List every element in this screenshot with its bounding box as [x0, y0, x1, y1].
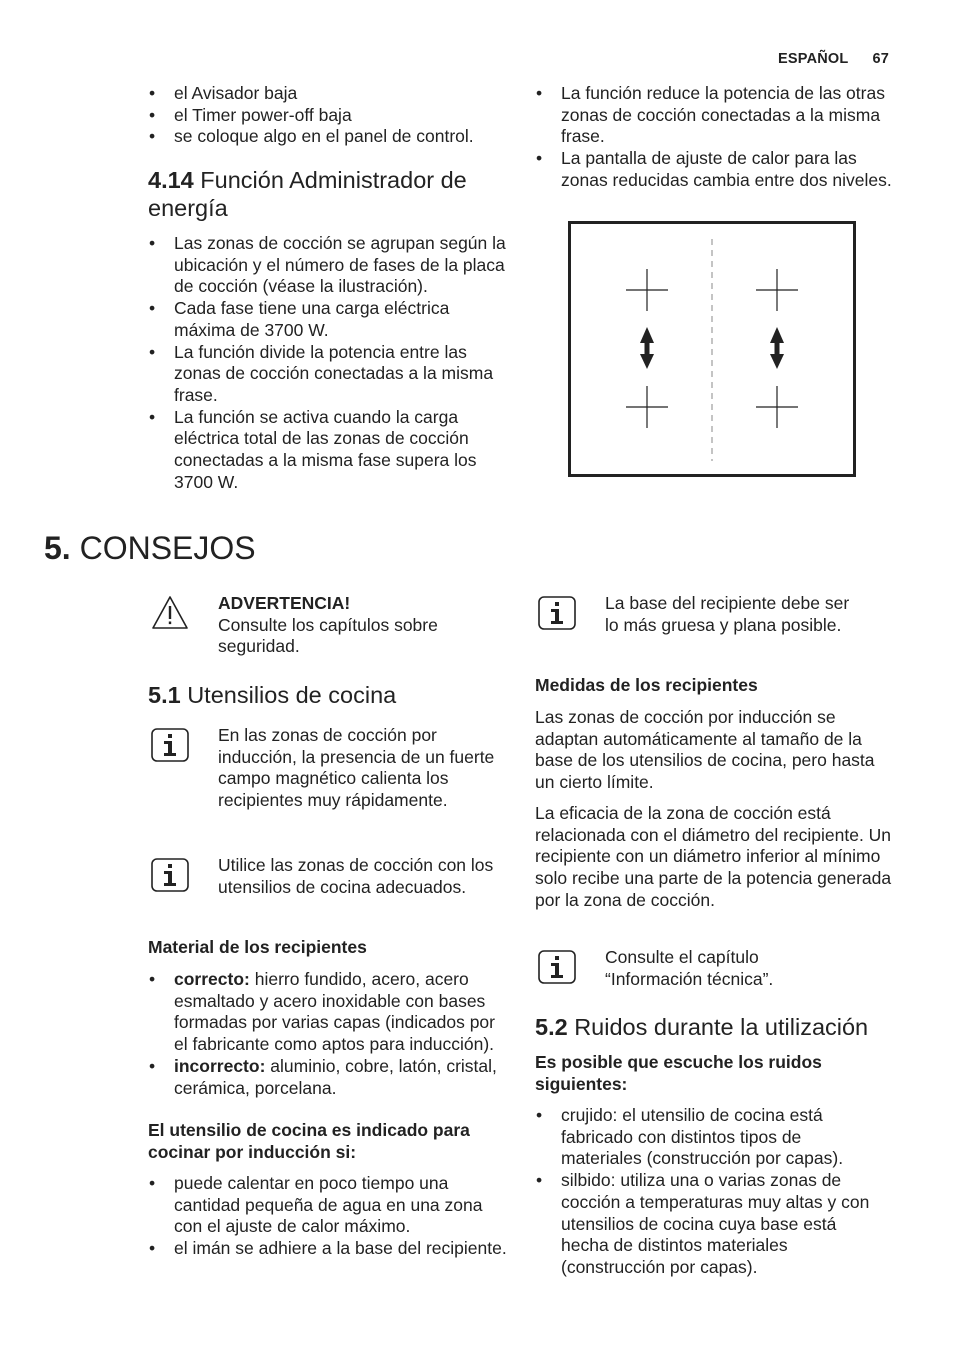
warning-text: Consulte los capítulos sobre seguridad. — [218, 614, 438, 657]
chapter-title — [44, 530, 256, 566]
list-item: • Las zonas de cocción se agrupan según la ubicación y el número de fases de la placa de cocción (véase la ilustración). — [148, 233, 508, 298]
section-4-14-list — [148, 233, 508, 493]
list-item: • el imán se adhiere a la base del recipiente. — [148, 1238, 508, 1260]
info-text: Consulte el capítulo “Información técnica”. — [605, 947, 774, 989]
section-4-14-title — [148, 166, 508, 222]
page-number: 67 — [872, 51, 889, 67]
list-item: • silbido: utiliza una o varias zonas de cocción a temperaturas muy altas y con utensilios de cocina cuya base está hecha de distintos materiales (construcción por capas). — [535, 1170, 880, 1279]
list-item: • Cada fase tiene una carga eléctrica máxima de 3700 W. — [148, 298, 508, 341]
section-5-2-title — [535, 1013, 905, 1041]
info-note — [537, 593, 857, 636]
page-header — [778, 49, 889, 71]
header-language: ESPAÑOL — [778, 51, 849, 67]
list-item: • el Avisador baja — [148, 83, 508, 105]
list-item: • La función reduce la potencia de las otras zonas de cocción conectadas a la misma frase. — [535, 83, 895, 148]
info-note — [150, 725, 510, 812]
info-icon — [537, 593, 577, 633]
info-text: En las zonas de cocción por inducción, la presencia de un fuerte campo magnético calienta los recipientes muy rápidamente. — [218, 725, 495, 811]
section-title: Utensilios de cocina — [187, 682, 397, 708]
list-item: • La función se activa cuando la carga eléctrica total de las zonas de cocción conectadas a la misma fase supera los 3700 W. — [148, 407, 508, 494]
material-label: correcto: — [174, 969, 250, 989]
list-item — [148, 969, 508, 1056]
section-number: 5.1 — [148, 682, 181, 708]
material-heading: Material de los recipientes — [148, 937, 367, 957]
top-left-list — [148, 83, 508, 148]
warning-triangle-icon — [150, 593, 190, 633]
measures-paragraph: La eficacia de la zona de cocción está relacionada con el diámetro del recipiente. Un recipiente con un diámetro inferior al mínimo solo recibe una parte de la potencia generada por la zona de cocción. — [535, 803, 892, 910]
measures-heading: Medidas de los recipientes — [535, 675, 758, 695]
material-text: aluminio, cobre, latón, cristal, cerámica, porcelana. — [174, 1055, 497, 1098]
noise-subheading: Es posible que escuche los ruidos siguientes: — [535, 1052, 822, 1094]
info-note — [537, 947, 857, 990]
info-icon — [150, 855, 190, 895]
list-item: • crujido: el utensilio de cocina está fabricado con distintos tipos de materiales (construcción por capas). — [535, 1105, 880, 1170]
material-label: incorrecto: — [174, 1055, 266, 1076]
warning-note — [150, 593, 510, 658]
measures-paragraph: Las zonas de cocción por inducción se adaptan automáticamente al tamaño de la base de los utensilios de cocina, pero hasta un cierto límite. — [535, 707, 875, 793]
section-title: Función Administrador de energía — [148, 167, 467, 221]
warning-title: ADVERTENCIA! — [218, 593, 351, 613]
section-number: 5.2 — [535, 1014, 568, 1040]
list-item: • La función divide la potencia entre las zonas de cocción conectadas a la misma frase. — [148, 342, 508, 407]
section-5-1-title — [148, 681, 518, 709]
list-item: • el Timer power-off baja — [148, 105, 508, 127]
material-text: hierro fundido, acero, acero esmaltado y acero inoxidable con bases formadas por varias capas (indicados por el fabricante como aptos para inducción). — [174, 969, 495, 1055]
list-item: • puede calentar en poco tiempo una cantidad pequeña de agua en una zona con el ajuste de calor máximo. — [148, 1173, 508, 1238]
chapter-number: 5. — [44, 530, 71, 566]
noise-list — [535, 1105, 880, 1279]
info-note — [150, 855, 510, 898]
info-icon — [150, 725, 190, 765]
induction-list — [148, 1173, 508, 1260]
list-item: • La pantalla de ajuste de calor para las zonas reducidas cambia entre dos niveles. — [535, 148, 895, 191]
section-title: Ruidos durante la utilización — [574, 1014, 869, 1040]
info-text: Utilice las zonas de cocción con los utensilios de cocina adecuados. — [218, 855, 494, 897]
info-text: La base del recipiente debe ser lo más gruesa y plana posible. — [605, 593, 850, 635]
top-right-list — [535, 83, 895, 192]
section-number: 4.14 — [148, 167, 194, 193]
chapter-name: CONSEJOS — [79, 530, 256, 566]
info-icon — [537, 947, 577, 987]
induction-heading: El utensilio de cocina es indicado para cocinar por inducción si: — [148, 1120, 470, 1162]
power-phase-diagram — [568, 221, 856, 477]
warning-text-block — [218, 593, 510, 658]
list-item — [148, 1056, 508, 1099]
material-list — [148, 969, 508, 1099]
list-item: • se coloque algo en el panel de control. — [148, 126, 508, 148]
